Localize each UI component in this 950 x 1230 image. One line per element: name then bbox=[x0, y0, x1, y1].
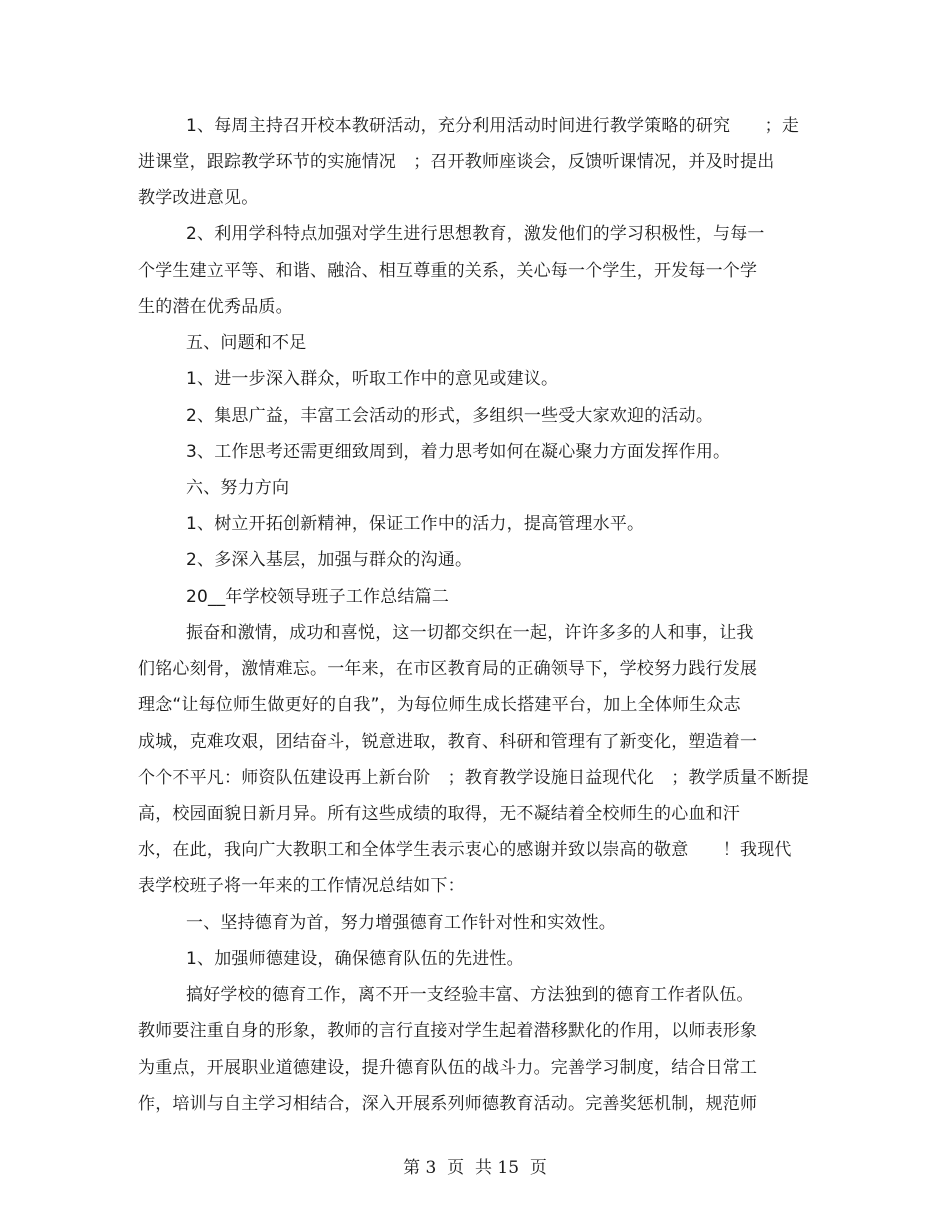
text-line: 2、多深入基层，加强与群众的沟通。 bbox=[186, 550, 473, 570]
section-heading: 五、问题和不足 bbox=[186, 333, 307, 353]
text-line: 们铭心刻骨，激情难忘。一年来，在市区教育局的正确领导下，学校努力践行发展 bbox=[138, 659, 758, 679]
text-line: 为重点，开展职业道德建设，提升德育队伍的战斗力。完善学习制度，结合日常工 bbox=[138, 1058, 758, 1078]
text-line: 进课堂，跟踪教学环节的实施情况 ；召开教师座谈会，反馈听课情况，并及时提出 bbox=[138, 152, 775, 172]
text-line: 1、加强师德建设，确保德育队伍的先进性。 bbox=[186, 949, 524, 969]
text-line: 3、工作思考还需更细致周到，着力思考如何在凝心聚力方面发挥作用。 bbox=[186, 442, 731, 462]
page-number-footer: 第 3 页 共 15 页 bbox=[403, 1158, 547, 1178]
text-line: 水，在此，我向广大教职工和全体学生表示衷心的感谢并致以崇高的敬意 ！我现代 bbox=[138, 840, 792, 860]
text-line: 个个不平凡：师资队伍建设再上新台阶 ；教育教学设施日益现代化 ；教学质量不断提 bbox=[138, 768, 809, 788]
text-line: 1、每周主持召开校本教研活动，充分利用活动时间进行教学策略的研究 ；走 bbox=[186, 116, 800, 136]
text-line: 表学校班子将一年来的工作情况总结如下： bbox=[138, 876, 465, 896]
text-line: 生的潜在优秀品质。 bbox=[138, 297, 293, 317]
text-line: 1、树立开拓创新精神，保证工作中的活力，提高管理水平。 bbox=[186, 514, 645, 534]
text-line: 教师要注重自身的形象，教师的言行直接对学生起着潜移默化的作用，以师表形象 bbox=[138, 1021, 758, 1041]
text-line: 理念“让每位师生做更好的自我”，为每位师生成长搭建平台，加上全体师生众志 bbox=[138, 695, 741, 715]
section-heading: 一、坚持德育为首，努力增强德育工作针对性和实效性。 bbox=[186, 913, 616, 933]
article-title: 20__年学校领导班子工作总结篇二 bbox=[186, 587, 450, 607]
section-heading: 六、努力方向 bbox=[186, 478, 290, 498]
text-line: 搞好学校的德育工作，离不开一支经验丰富、方法独到的德育工作者队伍。 bbox=[186, 985, 754, 1005]
text-line: 高，校园面貌日新月异。所有这些成绩的取得，无不凝结着全校师生的心血和汗 bbox=[138, 804, 740, 824]
text-line: 个学生建立平等、和谐、融洽、相互尊重的关系，关心每一个学生，开发每一个学 bbox=[138, 261, 758, 281]
text-line: 成城，克难攻艰，团结奋斗，锐意进取，教育、科研和管理有了新变化，塑造着一 bbox=[138, 732, 758, 752]
text-line: 2、利用学科特点加强对学生进行思想教育，激发他们的学习积极性，与每一 bbox=[186, 224, 765, 244]
text-line: 作，培训与自主学习相结合，深入开展系列师德教育活动。完善奖惩机制，规范师 bbox=[138, 1094, 758, 1114]
text-line: 振奋和激情，成功和喜悦，这一切都交织在一起，许许多多的人和事，让我 bbox=[186, 623, 754, 643]
text-line: 1、进一步深入群众，听取工作中的意见或建议。 bbox=[186, 369, 559, 389]
text-line: 教学改进意见。 bbox=[138, 188, 259, 208]
text-line: 2、集思广益，丰富工会活动的形式，多组织一些受大家欢迎的活动。 bbox=[186, 406, 714, 426]
